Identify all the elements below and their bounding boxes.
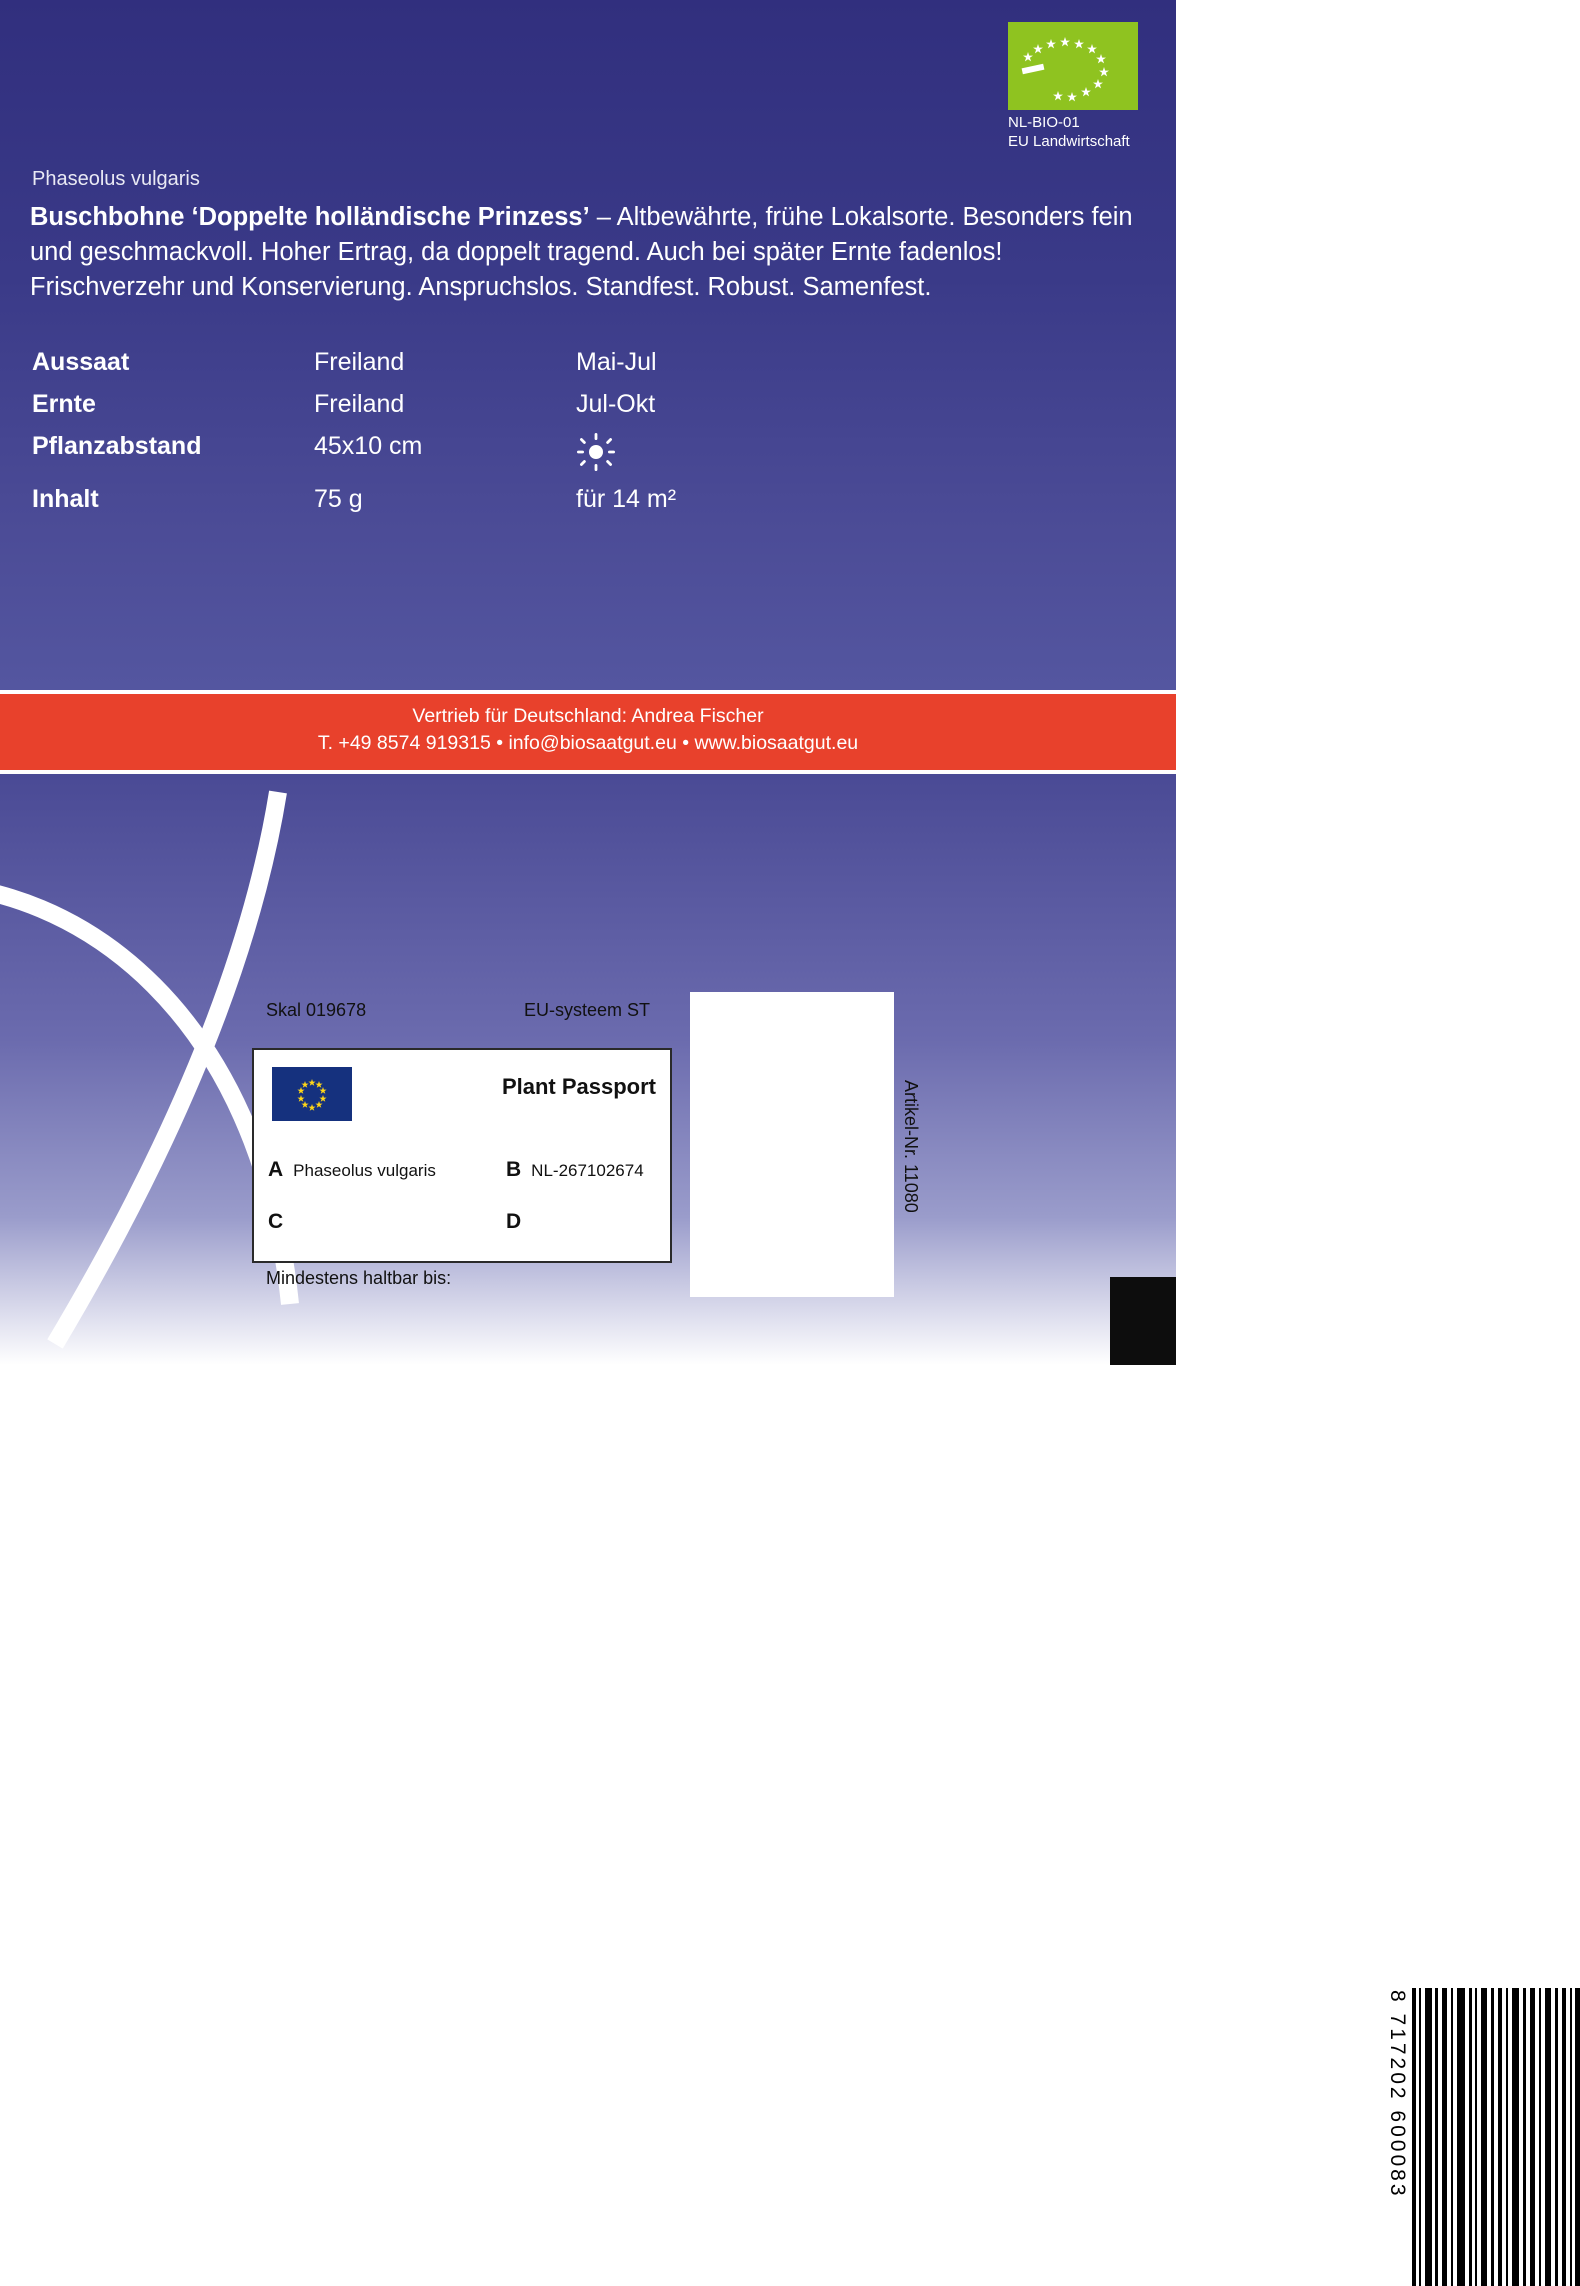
organic-certifier-text — [1008, 113, 1168, 151]
plant-passport-box — [252, 1048, 672, 1263]
sun-icon — [576, 432, 616, 472]
barcode-number: 8 717202 600083 — [1386, 1990, 1409, 2199]
skal-number: Skal 019678 — [266, 1000, 367, 1020]
eu-system-label: EU-systeem ST — [524, 1000, 651, 1020]
row-right — [576, 432, 932, 485]
product-description — [30, 200, 1150, 305]
row-label: Pflanzabstand — [32, 432, 202, 460]
plant-passport-title: Plant Passport — [501, 1074, 656, 1099]
table-row — [32, 485, 932, 527]
culture-table — [32, 348, 932, 527]
row-right: für 14 m² — [576, 485, 677, 513]
row-label: Inhalt — [32, 485, 99, 513]
passport-b-letter: B — [506, 1158, 522, 1181]
eu-flag-icon — [272, 1067, 352, 1121]
passport-field-b — [506, 1158, 644, 1182]
best-before-label: Mindestens haltbar bis: — [266, 1268, 452, 1288]
barcode-bars — [1412, 1988, 1580, 2286]
passport-c-letter: C — [268, 1210, 284, 1233]
row-mid: Freiland — [314, 390, 405, 418]
contact-details-line[interactable]: T. +49 8574 919315 • info@biosaatgut.eu • www.biosaatgut.eu — [317, 732, 859, 754]
row-label: Ernte — [32, 390, 96, 418]
row-mid: 75 g — [314, 485, 363, 513]
table-row — [32, 390, 932, 432]
passport-d-letter: D — [506, 1210, 522, 1233]
passport-a-value: Phaseolus vulgaris — [293, 1161, 436, 1180]
product-description-text: – Altbewährte, frühe Lokalsorte. Besonders fein und geschmackvoll. Hoher Ertrag, da doppelt tragend. Auch bei später Ernte fadenlos! Frischverzehr und Konservierung. Anspruchslos. Standfest. Robust. Samenfest. — [30, 203, 1133, 301]
row-mid: 45x10 cm — [314, 432, 423, 460]
organic-agriculture-label: EU Landwirtschaft — [1008, 133, 1130, 150]
passport-a-letter: A — [268, 1158, 284, 1181]
top-panel — [0, 0, 1176, 690]
article-number: Artikel-Nr. 11080 — [901, 1080, 921, 1213]
row-label: Aussaat — [32, 348, 130, 376]
organic-code: NL-BIO-01 — [1008, 114, 1080, 131]
contact-band — [0, 694, 1176, 770]
passport-field-c — [268, 1210, 293, 1234]
black-corner-mark — [1110, 1277, 1176, 1365]
row-right: Jul-Okt — [576, 390, 656, 418]
latin-name: Phaseolus vulgaris — [32, 168, 200, 190]
product-title: Buschbohne ‘Doppelte holländische Prinzess’ — [30, 203, 590, 231]
passport-field-d — [506, 1210, 531, 1234]
eu-organic-leaf-logo — [1008, 22, 1138, 110]
table-row — [32, 432, 932, 485]
distributor-line: Vertrieb für Deutschland: Andrea Fischer — [412, 705, 764, 727]
passport-field-a — [268, 1158, 436, 1182]
passport-b-value: NL-267102674 — [531, 1161, 644, 1180]
row-right: Mai-Jul — [576, 348, 657, 376]
table-row — [32, 348, 932, 390]
row-mid: Freiland — [314, 348, 405, 376]
